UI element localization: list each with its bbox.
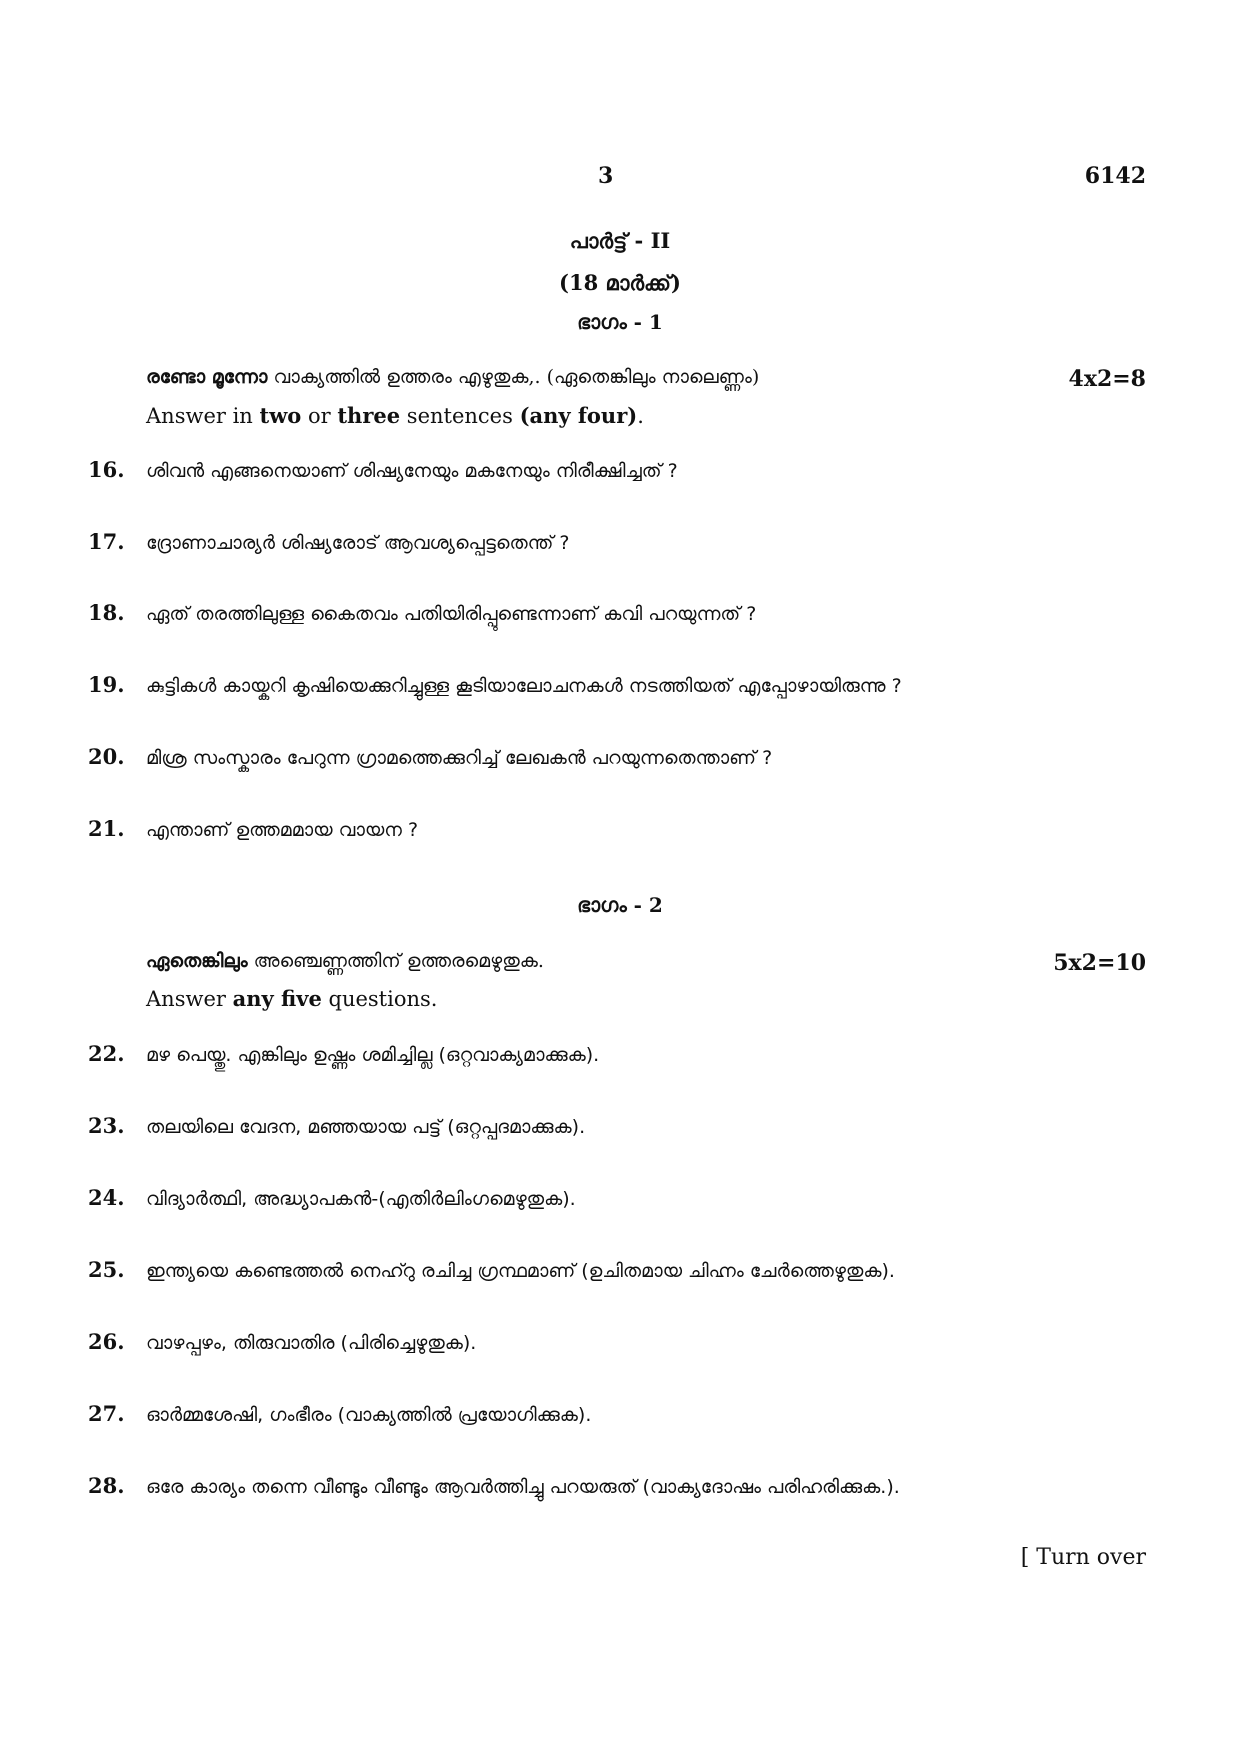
en-text: .: [637, 404, 644, 428]
question-number: 18.: [88, 600, 125, 625]
question-number: 28.: [88, 1473, 125, 1498]
question-23: [88, 1113, 585, 1138]
part-title: പാർട്ട് - II: [569, 228, 671, 253]
section-2-instruction: [146, 950, 544, 972]
question-number: 16.: [88, 457, 125, 482]
turn-over-note: [ Turn over: [1020, 1545, 1146, 1570]
question-26: [88, 1329, 476, 1354]
question-number: 17.: [88, 529, 125, 554]
question-25: [88, 1257, 895, 1282]
question-text: ദ്രോണാചാര്യർ ശിഷ്യരോട് ആവശ്യപ്പെട്ടതെന്ത് ?: [146, 532, 570, 554]
en-text: Answer: [146, 987, 233, 1011]
question-number: 21.: [88, 816, 125, 841]
question-21: [88, 816, 418, 841]
question-19: [88, 672, 902, 697]
en-emphasis: any five: [232, 986, 322, 1011]
question-16: [88, 457, 678, 482]
question-18: [88, 600, 756, 625]
instruction-emphasis: രണ്ടോ മൂന്നോ: [146, 366, 268, 388]
part-marks: (18 മാർക്ക്): [559, 270, 681, 295]
question-text: ഇന്ത്യയെ കണ്ടെത്തൽ നെഹ്റു രചിച്ച ഗ്രന്ഥമാണ് (ഉചിതമായ ചിഹ്നം ചേർത്തെഴുതുക).: [146, 1260, 895, 1282]
question-text: മഴ പെയ്തു. എങ്കിലും ഉഷ്ണം ശമിച്ചില്ല (ഒറ്റവാക്യമാക്കുക).: [146, 1044, 600, 1066]
section-2-english-instruction: [146, 986, 437, 1011]
question-number: 20.: [88, 744, 125, 769]
page-number: 3: [598, 163, 614, 189]
instruction-emphasis: ഏതെങ്കിലും: [146, 950, 248, 972]
section-2-score: 5x2=10: [1053, 950, 1146, 976]
section-1-instruction: [146, 366, 759, 388]
en-text: or: [301, 404, 338, 428]
question-number: 24.: [88, 1185, 125, 1210]
question-text: മിശ്ര സംസ്കാരം പേറുന്ന ഗ്രാമത്തെക്കുറിച്ച് ലേഖകൻ പറയുന്നതെന്താണ് ?: [146, 747, 773, 769]
question-number: 25.: [88, 1257, 125, 1282]
section-2-title: ഭാഗം - 2: [577, 893, 663, 917]
question-text: എന്താണ് ഉത്തമമായ വായന ?: [146, 819, 419, 841]
question-27: [88, 1401, 591, 1426]
en-text: questions.: [321, 987, 438, 1011]
section-1-title: ഭാഗം - 1: [577, 310, 663, 334]
en-text: sentences: [400, 404, 520, 428]
en-emphasis: three: [337, 403, 401, 428]
paper-code: 6142: [1084, 163, 1146, 189]
question-text: വാഴപ്പഴം, തിരുവാതിര (പിരിച്ചെഴുതുക).: [146, 1332, 477, 1354]
en-text: Answer in: [146, 404, 260, 428]
question-number: 22.: [88, 1041, 125, 1066]
instruction-text: അഞ്ചെണ്ണത്തിന് ഉത്തരമെഴുതുക.: [247, 950, 544, 972]
section-1-english-instruction: [146, 403, 644, 428]
question-text: ഓർമ്മശേഷി, ഗംഭീരം (വാക്യത്തിൽ പ്രയോഗിക്കുക).: [146, 1404, 592, 1426]
question-number: 27.: [88, 1401, 125, 1426]
question-number: 23.: [88, 1113, 125, 1138]
question-17: [88, 529, 569, 554]
question-24: [88, 1185, 576, 1210]
question-22: [88, 1041, 599, 1066]
question-text: തലയിലെ വേദന, മഞ്ഞയായ പട്ട് (ഒറ്റപ്പദമാക്കുക).: [146, 1116, 586, 1138]
question-text: ഒരേ കാര്യം തന്നെ വീണ്ടും വീണ്ടും ആവർത്തിച്ചു പറയരുത് (വാക്യദോഷം പരിഹരിക്കുക.).: [146, 1476, 900, 1498]
instruction-text: വാക്യത്തിൽ ഉത്തരം എഴുതുക,. (ഏതെങ്കിലും നാലെണ്ണം): [267, 366, 760, 388]
en-emphasis: two: [259, 403, 302, 428]
question-20: [88, 744, 772, 769]
section-1-score: 4x2=8: [1068, 366, 1146, 392]
question-text: വിദ്യാർത്ഥി, അദ്ധ്യാപകൻ-(എതിർലിംഗമെഴുതുക).: [146, 1188, 576, 1210]
question-text: ശിവൻ എങ്ങനെയാണ് ശിഷ്യനേയും മകനേയും നിരീക്ഷിച്ചത് ?: [146, 460, 678, 482]
question-number: 26.: [88, 1329, 125, 1354]
question-number: 19.: [88, 672, 125, 697]
question-text: കുട്ടികൾ കായ്കറി കൃഷിയെക്കുറിച്ചുള്ള കൂടിയാലോചനകൾ നടത്തിയത് എപ്പോഴായിരുന്നു ?: [146, 675, 902, 697]
question-text: ഏത് തരത്തിലുള്ള കൈതവം പതിയിരിപ്പുണ്ടെന്നാണ് കവി പറയുന്നത് ?: [146, 603, 757, 625]
en-emphasis: (any four): [519, 403, 638, 428]
question-28: [88, 1473, 900, 1498]
